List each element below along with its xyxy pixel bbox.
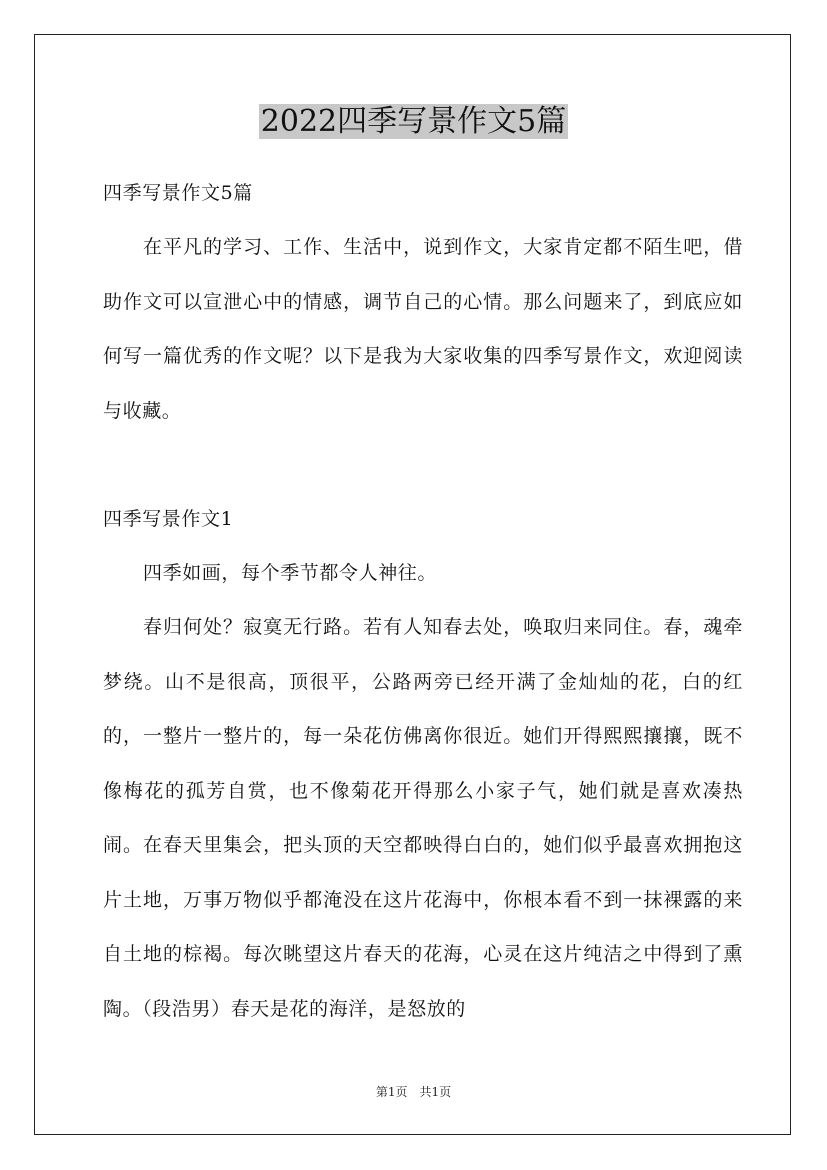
document-subtitle: 四季写景作文5篇 xyxy=(103,182,253,204)
document-title-text: 2022四季写景作文5篇 xyxy=(260,104,567,139)
document-title xyxy=(0,98,827,146)
intro-paragraph: 在平凡的学习、工作、生活中，说到作文，大家肯定都不陌生吧，借助作文可以宣泄心中的情感，调节自己的心情。那么问题来了，到底应如何写一篇优秀的作文呢？以下是我为大家收集的四季写景作文，欢迎阅读与收藏。 xyxy=(103,236,743,422)
body-paragraph: 四季如画，每个季节都令人神往。 xyxy=(143,562,438,584)
section-heading: 四季写景作文1 xyxy=(103,508,234,530)
body-paragraph: 春归何处？寂寞无行路。若有人知春去处，唤取归来同住。春，魂牵梦绕。山不是很高，顶很平，公路两旁已经开满了金灿灿的花，白的红的，一整片一整片的，每一朵花仿佛离你很近。她们开得熙熙攘攘，既不像梅花的孤芳自赏，也不像菊花开得那么小家子气，她们就是喜欢凑热闹。在春天里集会，把头顶的天空都映得白白的，她们似乎最喜欢拥抱这片土地，万事万物似乎都淹没在这片花海中，你根本看不到一抹裸露的来自土地的棕褐。每次眺望这片春天的花海，心灵在这片纯洁之中得到了熏陶。（段浩男）春天是花的海洋，是怒放的 xyxy=(103,616,743,1020)
page-number: 第1页 共1页 xyxy=(375,1085,452,1099)
